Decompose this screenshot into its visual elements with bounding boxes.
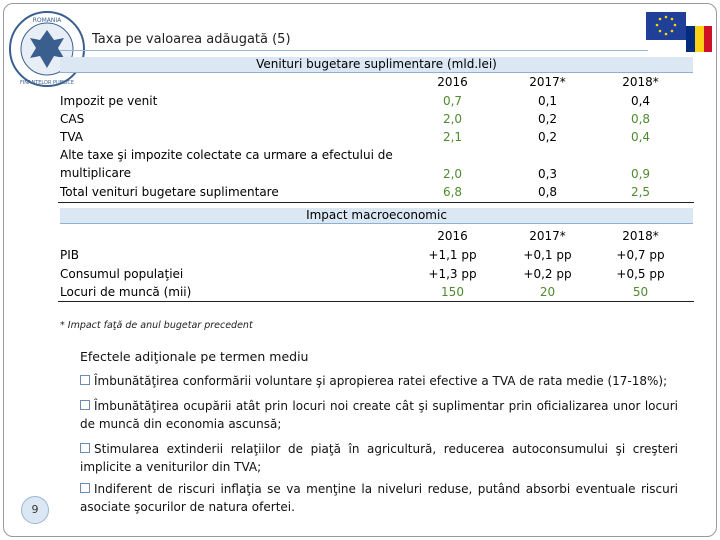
table2-cell: +0,2 pp <box>523 267 572 281</box>
bullet-text: Stimularea extinderii relaţiilor de piaţă în agricultură, reducerea autoconsumului şi creşteri implicite a veniturilor din TVA; <box>80 442 678 474</box>
bullet-text: Îmbunătăţirea conformării voluntare şi apropierea ratei efective a TVA de rata medie (17-18%); <box>94 374 668 388</box>
table1-cell: 0,4 <box>630 130 651 144</box>
bullet-item <box>80 440 678 476</box>
table2-cell: 150 <box>441 285 464 299</box>
bullet-item <box>80 372 678 390</box>
svg-text:FINANŢELOR PUBLICE: FINANŢELOR PUBLICE <box>19 80 75 86</box>
table2-title: Impact macroeconomic <box>60 208 693 224</box>
table1-col-2018: 2018* <box>622 75 659 89</box>
table1-cell: 2,5 <box>630 185 651 199</box>
table1-row-label: TVA <box>60 130 83 144</box>
table2-row-label: Locuri de muncă (mii) <box>60 285 192 299</box>
table1-cell: 0,9 <box>630 167 651 181</box>
table1-cell: 2,1 <box>442 130 463 144</box>
bullet-item <box>80 397 678 433</box>
table1-col-2016: 2016 <box>437 75 468 89</box>
table1-cell: 0,4 <box>630 94 651 108</box>
table1-cell: 0,3 <box>537 167 558 181</box>
effects-heading: Efectele adiţionale pe termen mediu <box>80 349 309 364</box>
checkbox-bullet-icon <box>80 400 90 410</box>
bullet-text: Indiferent de riscuri inflaţia se va menţine la niveluri reduse, putând absorbi eventuale riscuri asociate şocurilor de natura ofertei. <box>80 482 678 514</box>
checkbox-bullet-icon <box>80 375 90 385</box>
table1-row-label: CAS <box>60 112 85 126</box>
table1-cell: 0,8 <box>630 112 651 126</box>
table1-cell: 2,0 <box>442 167 463 181</box>
table2-cell: +1,1 pp <box>428 248 477 262</box>
table1-cell: 0,2 <box>537 112 558 126</box>
table2-cell: 20 <box>539 285 556 299</box>
table2-cell: +1,3 pp <box>428 267 477 281</box>
table2-row-label: PIB <box>60 248 80 262</box>
table2-cell: +0,1 pp <box>523 248 572 262</box>
table2-cell: +0,7 pp <box>616 248 665 262</box>
table1-cell: 0,2 <box>537 130 558 144</box>
footnote: * Impact faţă de anul bugetar precedent <box>60 320 253 331</box>
checkbox-bullet-icon <box>80 443 90 453</box>
slide-title: Taxa pe valoarea adăugată (5) <box>92 32 291 47</box>
table1-cell: 0,8 <box>537 185 558 199</box>
bullet-text: Îmbunătăţirea ocupării atât prin locuri noi create cât şi suplimentar prin oficializarea unor locuri de muncă din economia ascunsă; <box>80 399 678 431</box>
table2-col-2018: 2018* <box>622 229 659 243</box>
table2-col-2016: 2016 <box>437 229 468 243</box>
svg-text:ROMANIA: ROMANIA <box>32 17 62 24</box>
table1-bottom-rule <box>58 202 694 203</box>
table1-cell: 6,8 <box>442 185 463 199</box>
table2-col-2017: 2017* <box>529 229 566 243</box>
table1-cell: 0,7 <box>442 94 463 108</box>
table1-title: Venituri bugetare suplimentare (mld.lei) <box>60 57 693 73</box>
table1-row-label: Alte taxe şi impozite colectate ca urmare a efectului de multiplicare <box>60 148 393 180</box>
table2-row-label: Consumul populaţiei <box>60 267 184 281</box>
table2-cell: +0,5 pp <box>616 267 665 281</box>
table1-cell: 0,1 <box>537 94 558 108</box>
table2-cell: 50 <box>632 285 649 299</box>
table1-row-label: Impozit pe venit <box>60 94 158 108</box>
table1-col-2017: 2017* <box>529 75 566 89</box>
table1-cell: 2,0 <box>442 112 463 126</box>
table1-row-label: Total venituri bugetare suplimentare <box>60 185 279 199</box>
checkbox-bullet-icon <box>80 483 90 493</box>
page-number: 9 <box>21 496 49 524</box>
bullet-item <box>80 480 678 516</box>
table2-bottom-rule <box>58 301 694 302</box>
eu-romania-flags-icon <box>646 12 712 52</box>
